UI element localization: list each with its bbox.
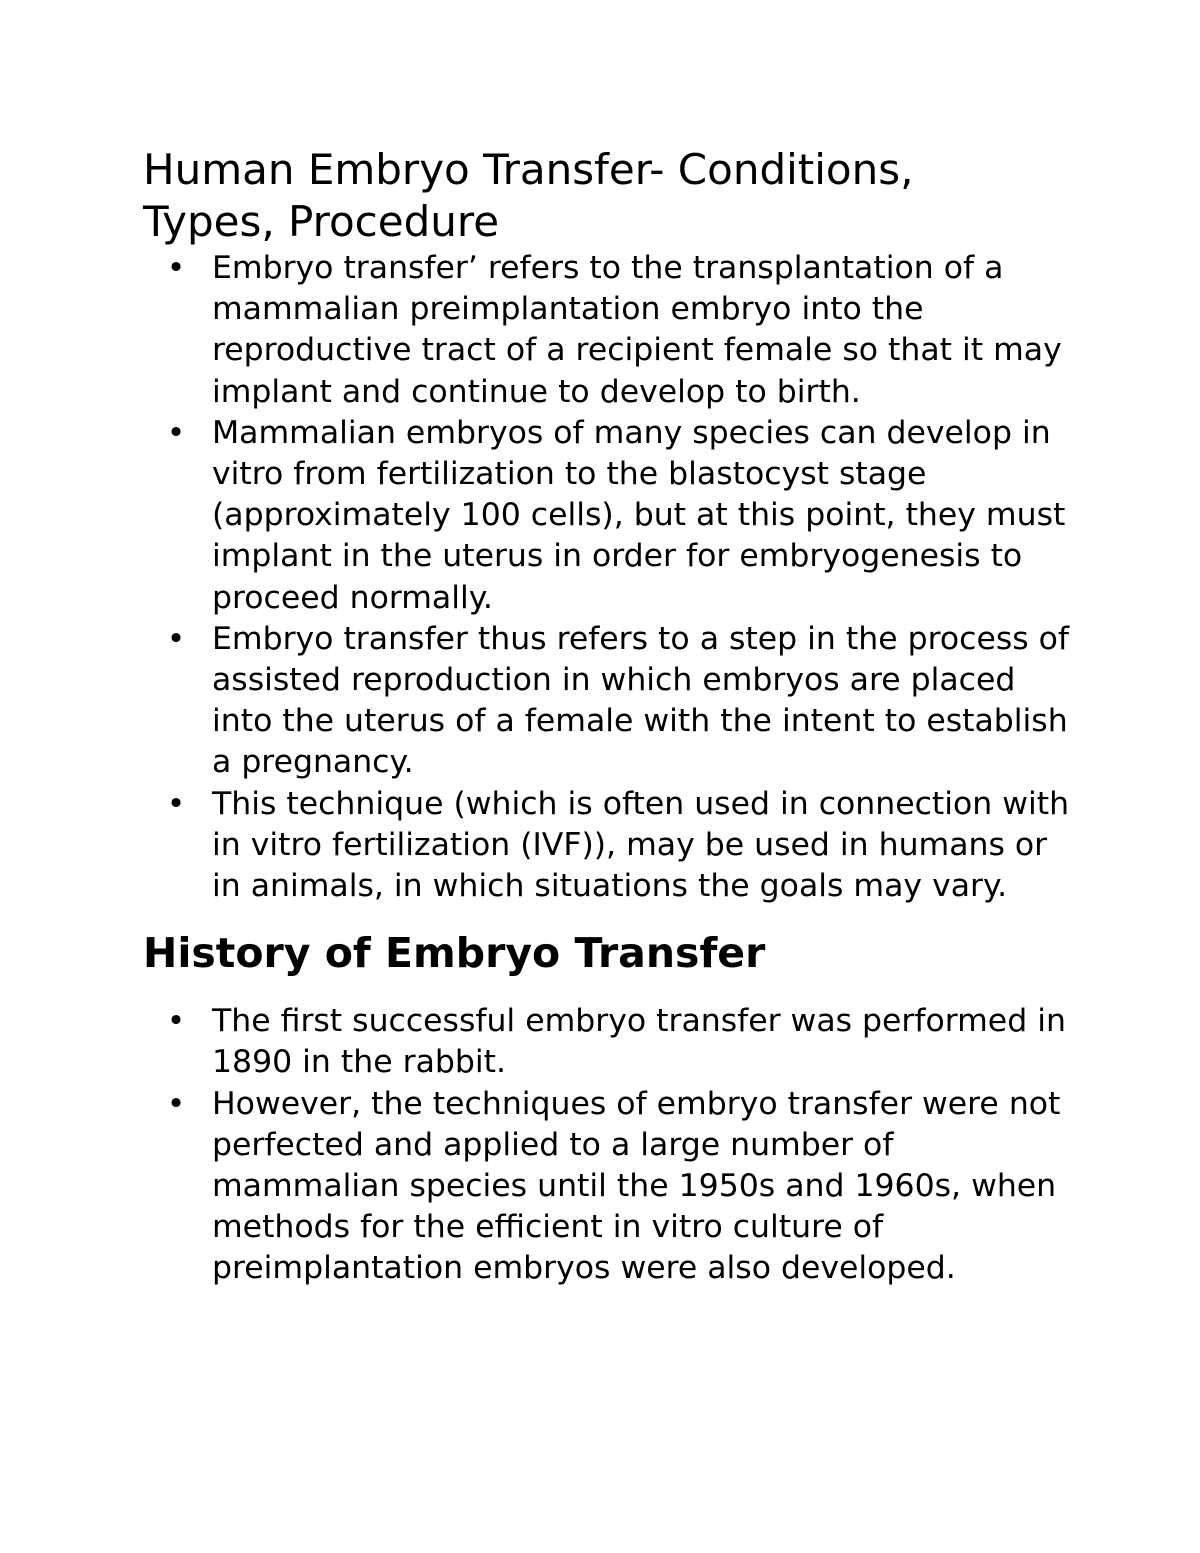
bullet-text: However, the techniques of embryo transfer were not perfected and applied to a large number of mammalian species until the 1950s and 1960s, when methods for the efficient in vitro culture of preimplantation embryos were also developed. (212, 1085, 1061, 1287)
bullet-icon: • (166, 1085, 186, 1122)
bullet-icon: • (166, 250, 186, 286)
intro-bullet-list (143, 248, 1083, 907)
bullet-icon: • (166, 785, 186, 822)
bullet-icon: • (166, 414, 186, 451)
list-item (143, 248, 1083, 413)
bullet-text: This technique (which is often used in connection with in vitro fertilization (IVF)), may be used in humans or in animals, in which situations the goals may vary. (212, 785, 1070, 905)
history-bullet-list (143, 1001, 1083, 1289)
bullet-text: Embryo transfer thus refers to a step in the process of assisted reproduction in which embryos are placed into the uterus of a female with the intent to establish a pregnancy. (212, 620, 1070, 781)
bullet-text: Mammalian embryos of many species can develop in vitro from fertilization to the blastocyst stage (approximately 100 cells), but at this point, they must implant in the uterus in order for embryogenesis to proceed normally. (212, 414, 1066, 616)
document-page (143, 144, 1083, 1290)
history-heading: History of Embryo Transfer (143, 929, 766, 978)
bullet-text: The first successful embryo transfer was performed in 1890 in the rabbit. (212, 1003, 1066, 1081)
document-title: Human Embryo Transfer- Conditions, Types, Procedure (143, 145, 914, 246)
list-item (143, 619, 1083, 784)
bullet-text: Embryo transfer’ refers to the transplantation of a mammalian preimplantation embryo into the reproductive tract of a recipient female so that it may implant and continue to develop to birth. (212, 250, 1062, 410)
bullet-icon: • (166, 1003, 186, 1040)
list-item (143, 784, 1083, 908)
bullet-icon: • (166, 620, 186, 657)
list-item (143, 413, 1083, 619)
list-item (143, 1001, 1083, 1083)
list-item (143, 1084, 1083, 1290)
